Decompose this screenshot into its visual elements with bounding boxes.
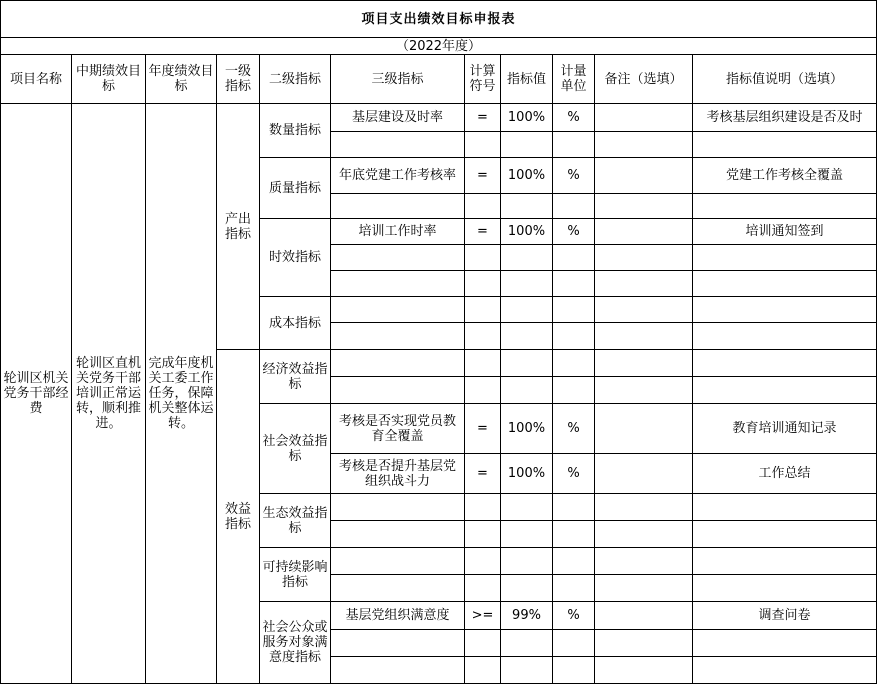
empty-cell: [553, 494, 595, 521]
indicator-unit: %: [553, 104, 595, 132]
indicator-value: 100%: [501, 454, 553, 494]
header-unit: 计量单位: [553, 55, 595, 104]
empty-cell: [693, 245, 877, 271]
empty-cell: [595, 575, 693, 602]
header-annual-goal: 年度绩效目标: [146, 55, 217, 104]
header-project-name: 项目名称: [1, 55, 72, 104]
header-mid-goal: 中期绩效目标: [72, 55, 146, 104]
header-symbol: 计算符号: [465, 55, 501, 104]
empty-cell: [595, 132, 693, 158]
empty-cell: [331, 377, 465, 404]
empty-cell: [501, 194, 553, 219]
empty-cell: [465, 377, 501, 404]
indicator-unit: %: [553, 404, 595, 454]
indicator-name: 年底党建工作考核率: [331, 158, 465, 194]
empty-cell: [501, 377, 553, 404]
project-name-cell: 轮训区机关党务干部经费: [1, 104, 72, 684]
empty-cell: [595, 271, 693, 297]
indicator-value: 100%: [501, 404, 553, 454]
empty-cell: [553, 323, 595, 350]
empty-cell: [465, 350, 501, 377]
empty-cell: [331, 630, 465, 657]
header-level3: 三级指标: [331, 55, 465, 104]
empty-cell: [553, 271, 595, 297]
empty-cell: [465, 548, 501, 575]
table-title: 项目支出绩效目标申报表: [1, 1, 877, 38]
empty-cell: [465, 245, 501, 271]
indicator-symbol: >=: [465, 602, 501, 630]
level1-output: 产出指标: [217, 104, 260, 350]
empty-cell: [553, 132, 595, 158]
level1-benefit: 效益指标: [217, 350, 260, 684]
empty-cell: [331, 350, 465, 377]
header-remark: 备注（选填）: [595, 55, 693, 104]
indicator-explain: 工作总结: [693, 454, 877, 494]
empty-cell: [693, 132, 877, 158]
indicator-name: 基层建设及时率: [331, 104, 465, 132]
indicator-symbol: =: [465, 454, 501, 494]
empty-cell: [553, 377, 595, 404]
empty-cell: [501, 630, 553, 657]
indicator-symbol: =: [465, 104, 501, 132]
fiscal-year: （2022年度）: [1, 38, 877, 55]
level2-economic: 经济效益指标: [260, 350, 331, 404]
indicator-explain: 培训通知签到: [693, 219, 877, 245]
empty-cell: [595, 323, 693, 350]
empty-cell: [465, 630, 501, 657]
indicator-remark: [595, 602, 693, 630]
empty-cell: [331, 194, 465, 219]
empty-cell: [501, 350, 553, 377]
empty-cell: [693, 323, 877, 350]
indicator-name: 考核是否实现党员教育全覆盖: [331, 404, 465, 454]
empty-cell: [693, 521, 877, 548]
empty-cell: [553, 350, 595, 377]
empty-cell: [465, 494, 501, 521]
indicator-name: 基层党组织满意度: [331, 602, 465, 630]
empty-cell: [595, 548, 693, 575]
indicator-explain: 调查问卷: [693, 602, 877, 630]
indicator-remark: [595, 158, 693, 194]
header-level1: 一级指标: [217, 55, 260, 104]
empty-cell: [595, 350, 693, 377]
empty-cell: [465, 132, 501, 158]
empty-cell: [595, 657, 693, 684]
empty-cell: [693, 271, 877, 297]
empty-cell: [693, 377, 877, 404]
empty-cell: [465, 521, 501, 548]
empty-cell: [693, 297, 877, 323]
empty-cell: [501, 494, 553, 521]
indicator-remark: [595, 219, 693, 245]
empty-cell: [465, 297, 501, 323]
empty-cell: [693, 575, 877, 602]
indicator-symbol: =: [465, 404, 501, 454]
indicator-explain: 党建工作考核全覆盖: [693, 158, 877, 194]
indicator-name: 培训工作时率: [331, 219, 465, 245]
indicator-name: 考核是否提升基层党组织战斗力: [331, 454, 465, 494]
indicator-value: 100%: [501, 219, 553, 245]
indicator-explain: 考核基层组织建设是否及时: [693, 104, 877, 132]
empty-cell: [553, 548, 595, 575]
empty-cell: [501, 245, 553, 271]
empty-cell: [553, 521, 595, 548]
empty-cell: [501, 297, 553, 323]
table-row: [1, 104, 877, 132]
indicator-remark: [595, 454, 693, 494]
indicator-remark: [595, 104, 693, 132]
level2-quality: 质量指标: [260, 158, 331, 219]
empty-cell: [465, 575, 501, 602]
empty-cell: [465, 271, 501, 297]
level2-timeliness: 时效指标: [260, 219, 331, 297]
empty-cell: [595, 377, 693, 404]
indicator-symbol: =: [465, 219, 501, 245]
empty-cell: [595, 521, 693, 548]
empty-cell: [501, 132, 553, 158]
empty-cell: [693, 494, 877, 521]
header-explain: 指标值说明（选填）: [693, 55, 877, 104]
empty-cell: [331, 657, 465, 684]
level2-sustainable: 可持续影响指标: [260, 548, 331, 602]
empty-cell: [501, 521, 553, 548]
indicator-unit: %: [553, 219, 595, 245]
empty-cell: [501, 323, 553, 350]
empty-cell: [693, 548, 877, 575]
mid-goal-cell: 轮训区直机关党务干部培训正常运转，顺利推进。: [72, 104, 146, 684]
indicator-value: 100%: [501, 158, 553, 194]
empty-cell: [331, 271, 465, 297]
empty-cell: [693, 194, 877, 219]
empty-cell: [553, 657, 595, 684]
level2-cost: 成本指标: [260, 297, 331, 350]
header-level2: 二级指标: [260, 55, 331, 104]
annual-goal-cell: 完成年度机关工委工作任务，保障机关整体运转。: [146, 104, 217, 684]
level2-ecological: 生态效益指标: [260, 494, 331, 548]
empty-cell: [465, 657, 501, 684]
empty-cell: [501, 657, 553, 684]
empty-cell: [693, 630, 877, 657]
indicator-unit: %: [553, 602, 595, 630]
empty-cell: [331, 548, 465, 575]
empty-cell: [331, 521, 465, 548]
header-row: [1, 55, 877, 104]
empty-cell: [331, 132, 465, 158]
empty-cell: [501, 575, 553, 602]
header-value: 指标值: [501, 55, 553, 104]
indicator-value: 99%: [501, 602, 553, 630]
indicator-unit: %: [553, 454, 595, 494]
empty-cell: [595, 494, 693, 521]
empty-cell: [331, 494, 465, 521]
level2-social: 社会效益指标: [260, 404, 331, 494]
empty-cell: [465, 323, 501, 350]
level2-satisfaction: 社会公众或服务对象满意度指标: [260, 602, 331, 684]
empty-cell: [553, 194, 595, 219]
indicator-value: 100%: [501, 104, 553, 132]
empty-cell: [331, 323, 465, 350]
empty-cell: [465, 194, 501, 219]
empty-cell: [501, 271, 553, 297]
level2-quantity: 数量指标: [260, 104, 331, 158]
empty-cell: [331, 245, 465, 271]
indicator-unit: %: [553, 158, 595, 194]
empty-cell: [595, 630, 693, 657]
indicator-explain: 教育培训通知记录: [693, 404, 877, 454]
empty-cell: [595, 245, 693, 271]
empty-cell: [553, 630, 595, 657]
empty-cell: [595, 297, 693, 323]
empty-cell: [693, 657, 877, 684]
empty-cell: [595, 194, 693, 219]
indicator-symbol: =: [465, 158, 501, 194]
empty-cell: [553, 575, 595, 602]
indicator-remark: [595, 404, 693, 454]
empty-cell: [331, 575, 465, 602]
empty-cell: [501, 548, 553, 575]
empty-cell: [331, 297, 465, 323]
empty-cell: [693, 350, 877, 377]
empty-cell: [553, 297, 595, 323]
empty-cell: [553, 245, 595, 271]
